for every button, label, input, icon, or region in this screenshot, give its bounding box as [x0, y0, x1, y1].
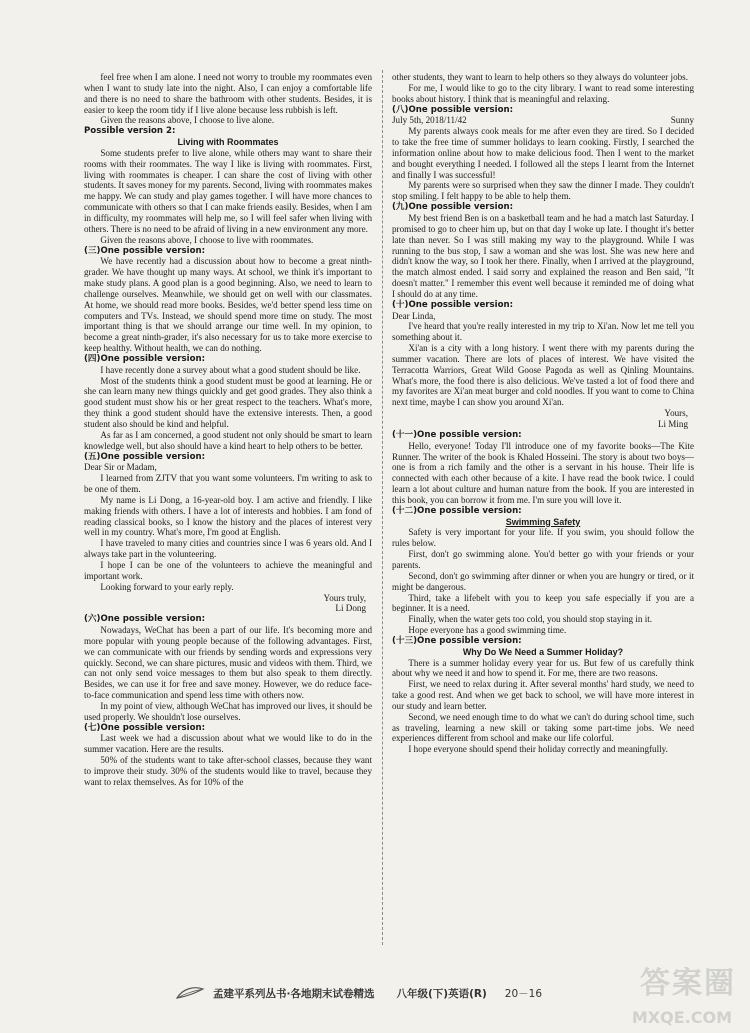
right-column — [392, 72, 694, 755]
paragraph: Xi'an is a city with a long history. I went there with my parents during the summer vacation. There are lots of places of interest. We have visited the Terracotta Warriors, Great Wild Goose Pagoda as well as Qinling Mountains. What's more, the food there is also delicious. We've tasted a lot of food there and my favorites are Xi'an meat burger and cold noodles. If you want to come to China next time, maybe I can show you around Xi'an. — [392, 343, 694, 408]
paragraph: 50% of the students want to take after-school classes, because they want to improve their study. 30% of the students would like to travel, because they want to relax themselves. As for 10% of the — [84, 755, 372, 787]
paragraph: Second, we need enough time to do what we can't do during school time, such as traveling, learning a new skill or taking some part-time jobs. We need experiences different from school and make our life colorful. — [392, 711, 694, 744]
paragraph: Some students prefer to live alone, while others may want to share their rooms with their roommates. The way I like is living with roommates. First, living with roommates is cheaper. I can share the cost of living with other students. It saves money for my parents. Second, living with roommates makes me happy. We can study and play games together. I will have more chances to communicate with others so that I can make friends easily. Besides, when I am in difficulty, my roommates will help me, so I will feel safer when living with others. There is no need to be afraid of living in a new environment any more. — [84, 147, 372, 234]
paragraph: First, don't go swimming alone. You'd better go with your friends or your parents. — [392, 549, 694, 570]
paragraph: We have recently had a discussion about how to become a great ninth-grader. We have thought up many ways. At school, we think it's important to make study plans. A good plan is a good beginning. Also, we need to learn to challenge ourselves. Meanwhile, we should get on well with our classmates. At home, we should read more books. Besides, we'd better spend less time on computers and TVs. Instead, we should spend more time on study. The most important thing is that we should arrange our time well. In my opinion, to become a great ninth-grader, it's also necessary for us to take more exercise to keep healthy. Without health, we can do nothing. — [84, 256, 372, 354]
paragraph: other students, they want to learn to help others so they always do volunteer jobs. — [392, 72, 688, 82]
section-heading: (十三)One possible version: — [392, 635, 522, 646]
section-heading: (五)One possible version: — [84, 451, 206, 462]
section-heading: (十一)One possible version: — [392, 429, 522, 440]
left-column — [84, 72, 372, 788]
essay-title: Why Do We Need a Summer Holiday? — [462, 646, 624, 657]
paragraph: Looking forward to your early reply. — [100, 581, 234, 592]
paragraph: As far as I am concerned, a good student not only should be smart to learn knowledge well, but also should have a kind heart to help others to be better. — [84, 429, 372, 451]
paragraph: For me, I would like to go to the city library. I want to read some interesting books about history. I think that is meaningful and relaxing. — [392, 82, 694, 104]
paragraph: My best friend Ben is on a basketball team and he had a match last Saturday. I promised to go to cheer him up, but on that day I woke up late. I thought it's better late than never. So I was still making my way to the playground. While I was running to the bus stop, I saw a woman and she was lost. She was new here and didn't know the way, so I took her there. Finally, when I arrived at the playground, the match almost ended. I said sorry and explained the reason and Ben said, "It doesn't matter." I remember this event well because it reminded me of doing what I should do at any time. — [392, 212, 694, 299]
paragraph: I hope I can be one of the volunteers to achieve the meaningful and important work. — [84, 559, 372, 581]
page-number: 20－16 — [504, 987, 543, 1000]
grade-subject: 八年级(下)英语(R) — [396, 987, 487, 1000]
section-heading: (八)One possible version: — [392, 104, 514, 115]
paragraph: Given the reasons above, I choose to live with roommates. — [100, 234, 314, 245]
paragraph: I learned from ZJTV that you want some volunteers. I'm writing to ask to be one of them. — [84, 473, 372, 495]
paragraph: I've heard that you're really interested in my trip to Xi'an. Now let me tell you something about it. — [392, 321, 694, 343]
diary-date: July 5th, 2018/11/42 — [392, 115, 467, 126]
paragraph: feel free when I am alone. I need not worry to trouble my roommates even when I want to study late into the night. Also, I can enjoy a comfortable life and there is no need to share the bathroom with other students. Besides, it is easier to keep the room tidy if I live alone because less rubbish is left. — [84, 72, 372, 115]
paragraph: My parents were so surprised when they saw the dinner I made. They couldn't stop smiling. I felt happy to be able to help them. — [392, 180, 694, 202]
section-heading: (九)One possible version: — [392, 202, 514, 213]
paragraph: Hello, everyone! Today I'll introduce one of my favorite books—The Kite Runner. The writer of the book is Khaled Hosseini. The story is about two boys—one is from a rich family and the other is a servant in his house. Their life is connected with each other because of a kite. I have read the book twice. I could learn a lot about culture and human nature from the book. If you are interested in this book, you can borrow it from me. I'm sure you will love it. — [392, 440, 694, 505]
paragraph: Finally, when the water gets too cold, you should stop staying in it. — [408, 614, 653, 625]
section-heading: (七)One possible version: — [84, 722, 206, 733]
paragraph: First, we need to relax during it. After several months' hard study, we need to take a good rest. And when we get back to school, we will have more interest in our study and learn better. — [392, 679, 694, 711]
paragraph: Given the reasons above, I choose to live alone. — [100, 115, 275, 126]
essay-title: Living with Roommates — [177, 137, 279, 148]
watermark-url: MXQE.COM — [631, 1008, 732, 1027]
paragraph: My parents always cook meals for me after even they are tired. So I decided to take the free time of summer holidays to learn cooking. Firstly, I searched the information online about how to make delicious food. Then I went to the market and bought everything I needed. I followed all the steps I learnt from the Internet and finally I was successful! — [392, 126, 694, 180]
signature-line: Li Dong — [335, 603, 366, 614]
paragraph: Safety is very important for your life. If you swim, you should follow the rules below. — [392, 527, 694, 549]
signature-line: Li Ming — [657, 419, 688, 429]
series-name: 孟建平系列丛书·各地期末试卷精选 — [213, 987, 375, 1000]
leaf-logo-icon — [175, 986, 205, 1000]
paragraph: I have traveled to many cities and countries since I was 6 years old. And I always take part in the volunteering. — [84, 538, 372, 560]
paragraph: Hope everyone has a good swimming time. — [408, 625, 567, 636]
essay-title: Swimming Safety — [505, 516, 581, 527]
signature-line: Yours, — [664, 408, 688, 419]
section-heading: (四)One possible version: — [84, 353, 206, 364]
section-heading: (三)One possible version: — [84, 245, 206, 256]
diary-weather: Sunny — [670, 115, 694, 126]
diary-header — [392, 115, 694, 126]
paragraph: Second, don't go swimming after dinner or when you are hungry or tired, or it might be dangerous. — [392, 570, 694, 592]
signature-line: Yours truly, — [323, 592, 366, 603]
column-divider — [382, 70, 383, 945]
paragraph: My name is Li Dong, a 16-year-old boy. I am active and friendly. I like making friends with others. I have a lot of interests and hobbies. I am fond of reading classical books, so I know the history and the places of interest very well in my country. What's more, I'm good at English. — [84, 494, 372, 538]
paragraph: Dear Sir or Madam, — [84, 462, 157, 473]
section-heading: (六)One possible version: — [84, 614, 206, 625]
paragraph: There is a summer holiday every year for us. But few of us carefully think about why we need it and how to spend it. For me, there are two reasons. — [392, 657, 694, 679]
paragraph: Third, take a lifebelt with you to keep you safe especially if you are a beginner. It is a need. — [392, 592, 694, 614]
watermark-logo: 答案圈 — [640, 966, 736, 1001]
section-heading: (十)One possible version: — [392, 299, 514, 310]
paragraph: Last week we had a discussion about what we would like to do in the summer vacation. Here are the results. — [84, 733, 372, 755]
paragraph: I hope everyone should spend their holiday correctly and meaningfully. — [408, 744, 668, 755]
paragraph: Dear Linda, — [392, 310, 436, 321]
paragraph: In my point of view, although WeChat has improved our lives, it should be used properly. We shouldn't lose ourselves. — [84, 700, 372, 722]
section-heading: Possible version 2: — [84, 126, 176, 137]
paragraph: Nowadays, WeChat has been a part of our life. It's becoming more and more popular with young people because of the following advantages. First, we can communicate with our friends by sending words and expressions very quickly. Second, we can share pictures, music and videos with them. Third, we can not only send voice messages to them but also speak to them directly. Besides, we can use it for free and save money. However, we do reduce face-to-face communication and spend less time with others now. — [84, 625, 372, 701]
paragraph: Most of the students think a good student must be good at learning. He or she can learn many new things quickly and get good grades. They also think a good student must show his or her great respect to the teachers. What's more, they think a good student should have the extensive interests. Then, a good student also should be kind and helpful. — [84, 375, 372, 429]
section-heading: (十二)One possible version: — [392, 505, 522, 516]
paragraph: I have recently done a survey about what a good student should be like. — [100, 364, 361, 375]
